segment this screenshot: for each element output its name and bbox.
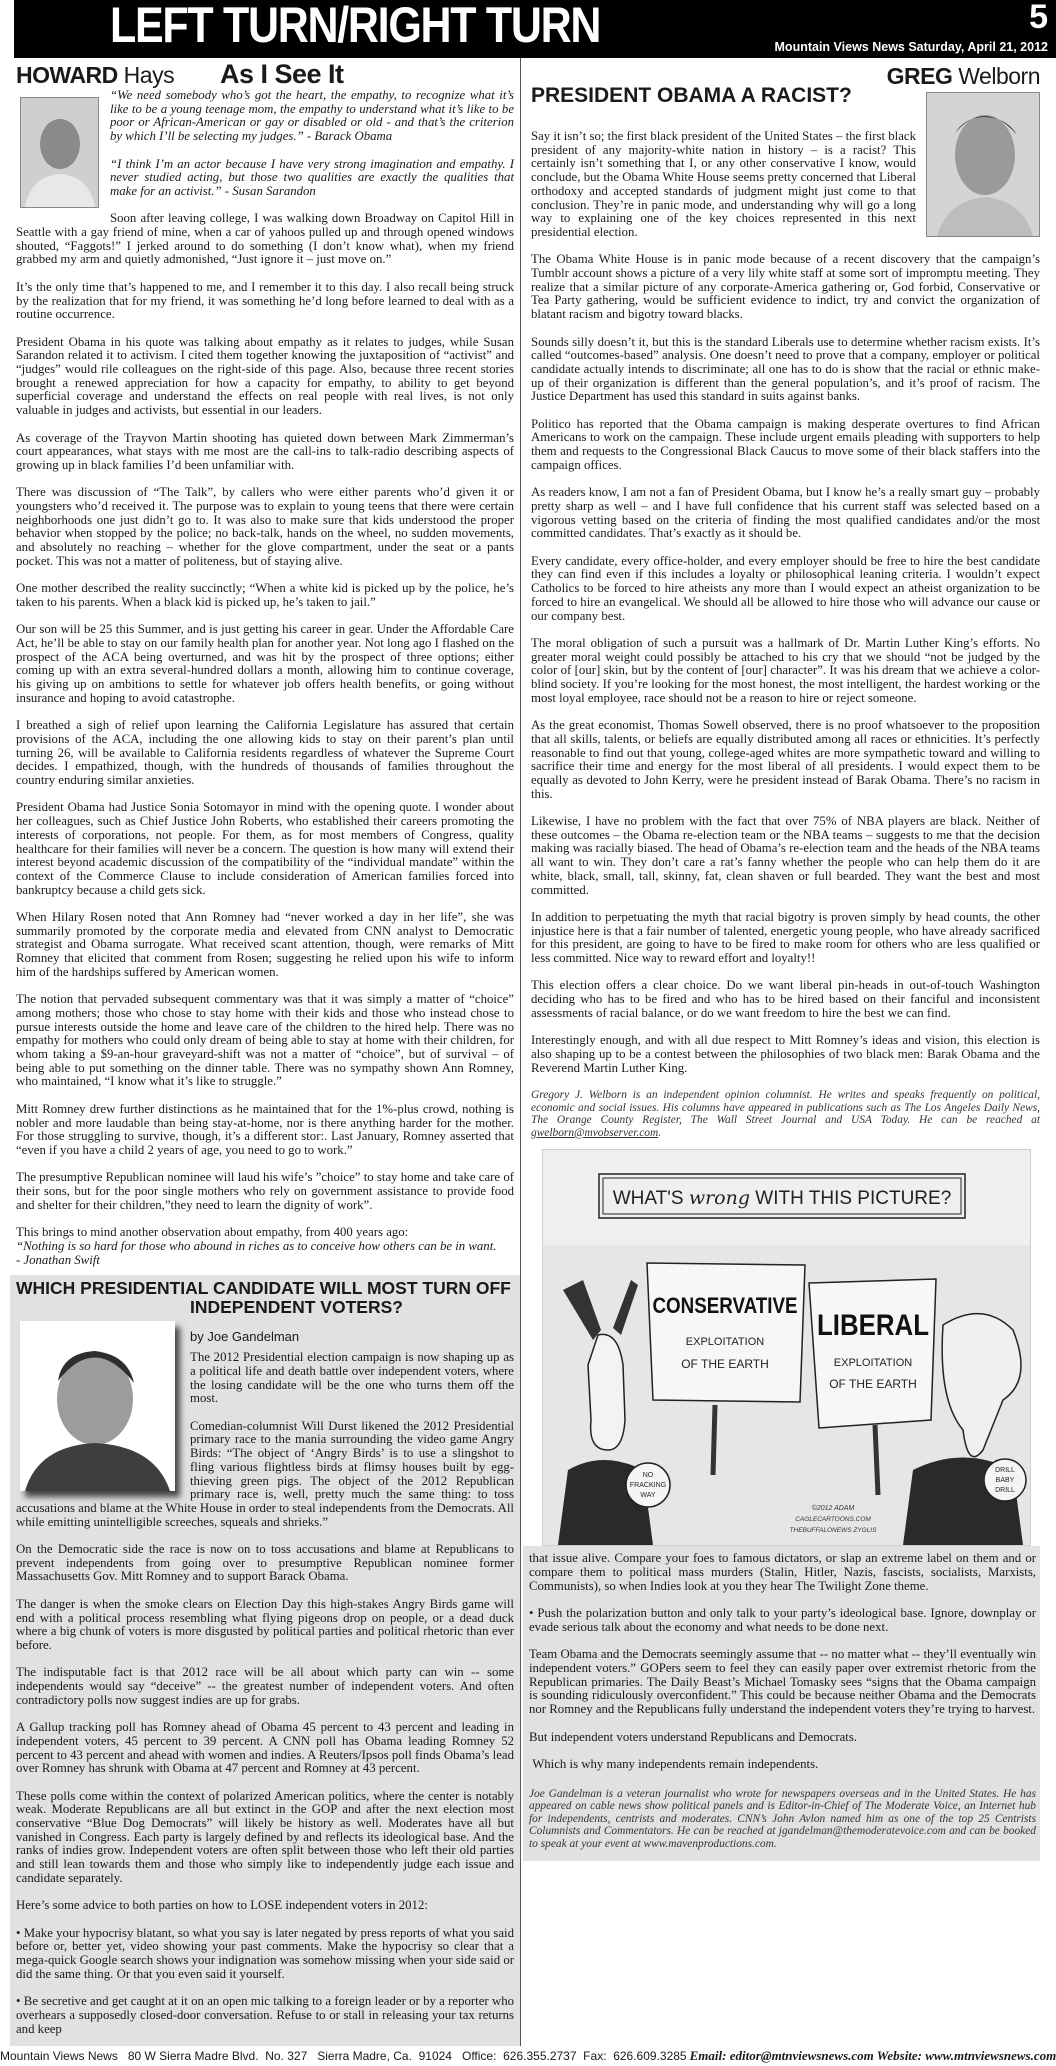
paragraph: Interestingly enough, and with all due respect to Mitt Romney’s ideas and vision, this election is also shaping up to be a contest between the philosophies of two black men: Barak Obama and the Reverend Martin Luther King.: [531, 1033, 1040, 1075]
portrait-icon: [21, 98, 98, 207]
left-column: [0, 58, 521, 2046]
paragraph: As readers know, I am not a fan of President Obama, but I know he’s a really smart guy – probably pretty sharp as well – and I have full confidence that his current staff was selected based on a vigorous vetting based on the criteria of finding the most qualified candidates and/or the most committed candidates. That’s exactly as it should be.: [531, 485, 1040, 541]
paragraph: Team Obama and the Democrats seemingly assume that -- no matter what -- they’ll eventually win independent voters.” GOPers seem to feel they can easily paper over extremist rhetoric from the Republican primaries. The Daily Beast’s Michael Tomasky sees “signs that the Obama campaign is sounding ridiculously overconfident.” This could be because neither Obama and the Democrats nor Romney and the Republicans fully understand the independent voters they’re trying to harvest.: [529, 1647, 1036, 1717]
paragraph: As the great economist, Thomas Sowell observed, there is no proof whatsoever to the proposition that all skills, talents, or beliefs are equally distributed among all races or ethnicities. It’s perfectly reasonable to find out that young, college-aged whites are more sympathetic toward and willing to sacrifice their time and energy for the most liberal of all presidents. I would expect them to be equally as devoted to John Kerry, were he president instead of Barak Obama. There’s no racism in this.: [531, 718, 1040, 801]
footer-address: Mountain Views News 80 W Sierra Madre Blvd. No. 327 Sierra Madre, Ca. 91024 Office: 626.355.2737 Fax: 626.609.3285: [0, 2049, 687, 2064]
button-text: NO: [642, 1472, 654, 1480]
paragraph: Mitt Romney drew further distinctions as he maintained that for the 1%-plus crowd, nothing is nobler and more laudable than being stay-at-home, nor is there anything harder for the mother. For those struggling to survive, though, it’s a different stor:. Last January, Romney asserted that “even if you have a child 2 years of age, you need to go to work.”: [16, 1101, 514, 1157]
bullet-paragraph: • Make your hypocrisy blatant, so what you say is later negated by press reports of what you said before or, better yet, video showing your past comments. Make the hypocrisy so clear that a mega-quick Google search shows your indignation was somehow missing when your side said or did the same thing. Or that you even said it yourself.: [16, 1925, 514, 1981]
paragraph: But independent voters understand Republicans and Democrats.: [529, 1729, 858, 1744]
sign-text: OF THE EARTH: [681, 1357, 769, 1372]
paragraph: I breathed a sigh of relief upon learning the California Legislature has assured that certain provisions of the ACA, including the one allowing kids to stay on their parent’s plan until turning 26, will be available to California residents regardless of whatever the Supreme Court decides. I empathized, though, with the hundreds of thousands of families throughout the country enduring similar anxieties.: [16, 718, 514, 788]
cartoon-credit: THEBUFFALONEWS ZYGLIS: [789, 1527, 877, 1535]
closing-attribution: - Jonathan Swift: [16, 1252, 100, 1267]
left-article: [10, 58, 520, 1267]
sign-text: EXPLOITATION: [833, 1357, 913, 1370]
author-last-name: Welborn: [958, 63, 1040, 89]
page-number: 5: [1029, 0, 1048, 36]
paragraph: President Obama in his quote was talking about empathy as it relates to judges, while Susan Sarandon related it to activism. I cited them together knowing the juxtaposition of “activist” and “judges” would rile colleagues on the right-side of this page. Also, because three recent stories brought a renewed appreciation for how a capacity for empathy, to ability to get beyond superficial coverage and understand the effects on real people with real lives, is not only valuable in judges and activists, but essential in our leaders.: [16, 334, 514, 418]
right-headline: PRESIDENT OBAMA A RACIST?: [531, 84, 852, 107]
page-footer: [0, 2046, 1056, 2066]
paragraph: Comedian-columnist Will Durst likened the 2012 Presidential primary race to the mania surrounding the video game Angry Birds: “The object of ‘Angry Birds’ is to use a slingshot to fling various flightless birds at flimsy houses built by egg-thieving green pigs. The object of the 2012 Republican primary race is, well, pretty much the same thing: to toss accusations and blame at the White House in order to steal independents from the Democrats. All while emitting unintelligible screeches, squeals and shrieks.”: [16, 1418, 514, 1529]
right-article-body: [531, 253, 1040, 1075]
gandelman-box-left: [10, 1275, 520, 2046]
conservative-sign: [647, 1263, 805, 1402]
paragraph: Our son will be 25 this Summer, and is just getting his career in gear. Under the Affordable Care Act, he’ll be able to stay on our family health plan for another year. Not long ago I flashed on the prospect of the ACA being overturned, and was hit by the prospect of three options; either coming up with an extra several-hundred dollars a month, allowing him to continue coverage, his giving up on ambitions to settle for whatever job offers health benefits, or going without insurance and hoping to avoid catastrophe.: [16, 622, 514, 705]
paragraph: The presumptive Republican nominee will laud his wife’s ”choice” to stay home and take care of their sons, but for the poor single mothers who rely on government assistance to provide food and shelter for their children,”they need to learn the dignity of work”.: [16, 1170, 514, 1212]
sign-text: OF THE EARTH: [829, 1377, 917, 1392]
welborn-bio: Gregory J. Welborn is an independent opinion columnist. He writes and speaks frequently on political, economic and social issues. His columns have appeared in publications such as The Los Angeles Daily News, The Orange County Register, The Wall Street Journal and USA Today. He can be reached at gwelborn@mvobserver.com.: [531, 1089, 1040, 1139]
button-text: FRACKING: [629, 1482, 667, 1490]
paragraph: Which is why many independents remain independents.: [529, 1756, 819, 1771]
author-first-name: GREG: [886, 63, 953, 89]
masthead-date: Mountain Views News Saturday, April 21, 2012: [774, 40, 1048, 54]
paragraph: When Hilary Rosen noted that Ann Romney had “never worked a day in her life”, she was summarily promoted by the corporate media and elevated from CNN analyst to Democratic strategist and Obama surrogate. What received scant attention, though, were remarks of Mitt Romney that elicited that comment from Rosen; suggesting he relied upon his wife to inform him of the hardships suffered by American women.: [16, 910, 514, 979]
quote-obama: “We need somebody who’s got the heart, the empathy, to recognize what it’s like to be a young teenage mom, the empathy to understand what it’s like to be poor or African-American or gay or disabled or old - and that’s the criterion by which I’ll be selecting my judges.” - Barack Obama: [110, 88, 514, 144]
howard-hays-photo: [20, 97, 99, 208]
sign-text: EXPLOITATION: [685, 1336, 765, 1349]
gandelman-bio: Joe Gandelman is a veteran journalist who wrote for newspapers overseas and in the United States. He has appeared on cable news show political panels and is Editor-in-Chief of The Moderate Voice, an Internet hub for independents, centrists and moderates. CNN’s John Avlon named him as one of the top 25 Centrists Columnists and Commentators. He can be reached at jgandelman@themoderatevoice.com and can be booked to speak at your event at www.mavenproductions.com.: [529, 1787, 1036, 1850]
button-text: BABY: [995, 1477, 1015, 1485]
button-text: DRILL: [995, 1467, 1015, 1475]
paragraph: These polls come within the context of polarized American politics, where the center is notably weak. Moderate Republicans are all but extinct in the GOP and after the next election most conservative “Blue Dog Democrats” will likely be history as well. Moderates have all but vanished in Congress. Each party is largely defined by and reflects its ideological base. And the ranks of indies grow. Independent voters are often split between those who left their old parties and still lean towards them and those who simply like to independently judge each issue and candidate separately.: [16, 1788, 514, 1885]
paragraph: Sounds silly doesn’t it, but this is the standard Liberals use to determine whether racism exists. It’s called “outcomes-based” analysis. One doesn’t need to prove that a company, employer or political candidate actually intends to discriminate; all one has to do is show that the racial or ethnic make-up of their organization is different than the general population’s, and it’s proof of racism. The Justice Department has used this standard in suits against banks.: [531, 334, 1040, 404]
paragraph: This election offers a clear choice. Do we want liberal pin-heads in out-of-touch Washington deciding who has to be fired and who has to be hired based on their fanciful and inconsistent assessments of racial balance, or do we want freedom to hire the best we can find.: [531, 978, 1040, 1020]
paragraph: As coverage of the Trayvon Martin shooting has quieted down between Mark Zimmerman’s court appearances, what stays with me most are the call-ins to talk-radio describing aspects of growing up in black families I’d been unfamiliar with.: [16, 430, 514, 472]
page-columns: [0, 58, 1056, 2046]
paragraph: Soon after leaving college, I was walking down Broadway on Capitol Hill in Seattle with a gay friend of mine, when a car of yahoos pulled up and through opened windows shouted, “Faggots!” I jerked around to do something (I don’t know what), when my friend grabbed my arm and quietly admonished, “Just ignore it – just move on.”: [16, 211, 514, 267]
paragraph: The indisputable fact is that 2012 race will be all about which party can win -- some independents would say “deceive” -- the greatest number of independent voters. And often contradictory polls now suggest indies are up for grabs.: [16, 1665, 514, 1707]
paragraph: President Obama had Justice Sonia Sotomayor in mind with the opening quote. I wonder about her colleagues, such as Chief Justice John Roberts, who established their careers promoting the interests of corporations, not people. For them, as for most members of Congress, quality healthcare for their families will never be a concern. The question is how many will extend their interest beyond academic discussion of the compatibility of the “individual mandate” within the context of the Commerce Clause to include consideration of American families forced into bankruptcy because a child gets sick.: [16, 800, 514, 897]
greg-welborn-photo: [926, 92, 1040, 237]
bullet-paragraph: • Be secretive and get caught at it on an open mic talking to a foreign leader or by a reporter who overhears a supposedly closed-door conversation. Refuse to or stall in releasing your tax returns and keep: [16, 1994, 514, 2036]
paragraph: Here’s some advice to both parties on how to LOSE independent voters in 2012:: [16, 1898, 428, 1913]
page-header-bar: [14, 0, 1056, 58]
button-text: WAY: [640, 1492, 656, 1500]
portrait-icon: [20, 1321, 175, 1491]
gandelman-headline-line2: INDEPENDENT VOTERS?: [190, 1297, 403, 1318]
sign-text: LIBERAL: [817, 1309, 929, 1343]
paragraph: Likewise, I have no problem with the fact that over 75% of NBA players are black. Neither of these outcomes – the Obama re-election team or the NBA teams – suggests to me that the decision making was racially biased. The head of Obama’s re-election team and the heads of the NBA teams all want to win. They don’t care a rat’s fanny whether the people who can help them do it are white, black, small, tall, skinny, fat, clean shaven or full bearded. They want the best and most committed.: [531, 814, 1040, 897]
footer-website[interactable]: Website: www.mtnviewsnews.com: [876, 2048, 1056, 2064]
column-name: As I See It: [219, 59, 344, 89]
paragraph: There was discussion of “The Talk”, by callers who were either parents who’d given it or youngsters who’d received it. The purpose was to explain to young teens that there were certain neighborhoods one just didn’t go to. It was also to make sure that kids understood the proper behavior when stopped by the police; no back-talk, hands on the wheel, no sudden movements, and absolutely no reaching – whether for the glove compartment, under the seat or a pants pocket. This was not a matter of politeness, but of staying alive.: [16, 485, 514, 568]
cartoon-credit: ©2012 ADAM: [811, 1505, 855, 1513]
right-column: [521, 58, 1056, 2046]
bio-email-link[interactable]: gwelborn@mvobserver.com: [531, 1126, 659, 1139]
closing-quote: “Nothing is so hard for those who abound in riches as to conceive how others can be in want.: [16, 1238, 497, 1253]
author-last-name: Hays: [123, 62, 175, 88]
paragraph: that issue alive. Compare your foes to famous dictators, or slap an extreme label on them and or compare them to political mass murders (Stalin, Hitler, Nazis, fascists, socialists, Marxists, Communists), so when Indies look at you they hear The Twilight Zone theme.: [529, 1551, 1036, 1593]
section-title: LEFT TURN/RIGHT TURN: [110, 0, 601, 53]
paragraph: The moral obligation of such a pursuit was a hallmark of Dr. Martin Luther King’s efforts. No greater moral weight could possibly be attached to his cry that we should “not be judged by the color of [our] skin, but by the content of [our] character”. It was his dream that we achieve a color-blind society. If you’re looking for the most honest, the most intelligent, the hardest working or the most loyal employee, race should not be a reason to hire or reject someone.: [531, 635, 1040, 705]
paragraph: The 2012 Presidential election campaign is now shaping up as a political life and death battle over independent voters, where the losing candidate will be the one who turns them off the most.: [190, 1350, 514, 1406]
cartoon-credit: CAGLECARTOONS.COM: [795, 1516, 871, 1524]
paragraph: Politico has reported that the Obama campaign is making desperate overtures to find African Americans to work on the campaign. These include urgent emails pleading with supporters to help them and requests to the Congressional Black Caucus to move some of their black staffers into the campaign offices.: [531, 416, 1040, 472]
liberal-sign: [809, 1279, 936, 1428]
bio-text: Gregory J. Welborn is an independent opinion columnist. He writes and speaks frequently on political, economic and social issues. His columns have appeared in publications such as The Los Angeles Daily News, The Orange County Register, The Wall Street Journal and USA Today. He can be reached at: [531, 1089, 1040, 1127]
paragraph: Every candidate, every office-holder, and every employer should be free to hire the best candidate they can find even if this includes a loyalty or philosophical leaning criteria. I wouldn’t expect Catholics to be forced to hire atheists any more than I would expect an atheist organization to be forced to hire an evangelical. We should all be allowed to hire those who will advance our cause or our company best.: [531, 553, 1040, 623]
paragraph: The notion that pervaded subsequent commentary was that it was simply a matter of “choice” among mothers; those who chose to stay home with their kids and those who instead chose to pursue interests outside the home and leave care of the children to the hired help. There was no empathy for mothers who could only dream of being able to stay at home with their children, for whom taking a $9-an-hour graveyard-shift was not a matter of “choice”, but of survival – of being able to put something on the dinner table. There was no sympathy shown Ann Romney, who maintained, “I know what it’s like to struggle.”: [16, 992, 514, 1089]
paragraph: It’s the only time that’s happened to me, and I remember it to this day. I also recall being struck by the realization that for my friend, it was something he’d long before learned to deal with as a routine occurrence.: [16, 279, 514, 322]
paragraph: In addition to perpetuating the myth that racial bigotry is proven simply by head counts, the other injustice here is that a fair number of talented, energetic young people, who have already sacrificed for this president, are going to have to be fired to make room for others who are less qualified or less committed. Nice way to reward effort and loyalty!!: [531, 909, 1040, 966]
button-text: DRILL: [995, 1487, 1015, 1495]
paragraph: A Gallup tracking poll has Romney ahead of Obama 45 percent to 43 percent and leading in independent voters, 45 percent to 39 percent. A CNN poll has Obama leading Romney 52 percent to 43 percent and ahead with women and indies. A Reuters/Ipsos poll finds Obama’s lead over Romney has shrunk with Obama at 47 percent and Romney at 43 percent.: [16, 1720, 514, 1776]
gandelman-body-left: [16, 1543, 514, 2036]
footer-email[interactable]: Email: editor@mtnviewsnews.com: [689, 2048, 874, 2064]
left-author-name: [16, 60, 514, 89]
paragraph: The Obama White House is in panic mode because of a recent discovery that the campaign’s Tumblr account shows a picture of a very lily white staff at some sort of impromptu meeting. They realize that a similar picture of any corporate-America gathering or, God forbid, Conservative or Tea Party gathering, would be sufficient evidence to indict, try and convict the organization of blatant racism and bigotry toward blacks.: [531, 252, 1040, 322]
portrait-icon: [927, 93, 1039, 236]
bullet-paragraph: • Push the polarization button and only talk to your party’s ideological base. Ignore, downplay or evade serious talk about the economy and what needs to be done next.: [529, 1606, 1036, 1634]
joe-gandelman-photo: [20, 1321, 175, 1491]
gandelman-box-right: [523, 1546, 1040, 1860]
gandelman-byline: by Joe Gandelman: [190, 1329, 300, 1345]
paragraph: On the Democratic side the race is now on to toss accusations and blame at Republicans to prevent independents from going over to presumptive Republican nominee former Massachusetts Gov. Mitt Romney and to support Barack Obama.: [16, 1542, 514, 1584]
paragraph: The danger is when the smoke clears on Election Day this high-stakes Angry Birds game will end with a political process resembling what flying pigeons drop on people, or a dead duck where a big chunk of voters is more disgusted by political parties and political rhetoric than ever before.: [16, 1596, 514, 1652]
editorial-cartoon: [542, 1149, 1031, 1546]
sign-text: CONSERVATIVE: [652, 1293, 798, 1319]
left-article-body: [16, 212, 514, 1267]
paragraph: Say it isn’t so; the first black president of the United States – the first black president of any majority-white nation in history – is a racist? This certainly isn’t something that I, or any other conservative I know, would conclude, but the Obama White House seems pretty concerned that Liberal orthodoxy and accepted standards of judgment might just come to that conclusion. They’re in panic mode, and understanding why will go a long way to explaining one of the key choices represented in this next presidential election.: [531, 129, 916, 239]
cartoon-drawing: [543, 1150, 1030, 1545]
paragraph: One mother described the reality succinctly; “When a white kid is picked up by the police, he’s taken to his parents. When a black kid is picked up, he’s taken to jail.”: [16, 581, 514, 609]
gandelman-headline-line1: WHICH PRESIDENTIAL CANDIDATE WILL MOST TURN OFF: [16, 1278, 511, 1299]
quote-sarandon: “I think I’m an actor because I have very strong imagination and empathy. I never studied acting, but those two qualities are exactly the qualities that make for an activist.” - Susan Sarandon: [110, 156, 514, 198]
cartoon-title: WHAT'S wrong WITH THIS PICTURE?: [612, 1187, 952, 1210]
author-first-name: HOWARD: [16, 62, 118, 88]
closing-intro: This brings to mind another observation about empathy, from 400 years ago:: [16, 1225, 409, 1240]
gandelman-body-right: [529, 1552, 1036, 1771]
